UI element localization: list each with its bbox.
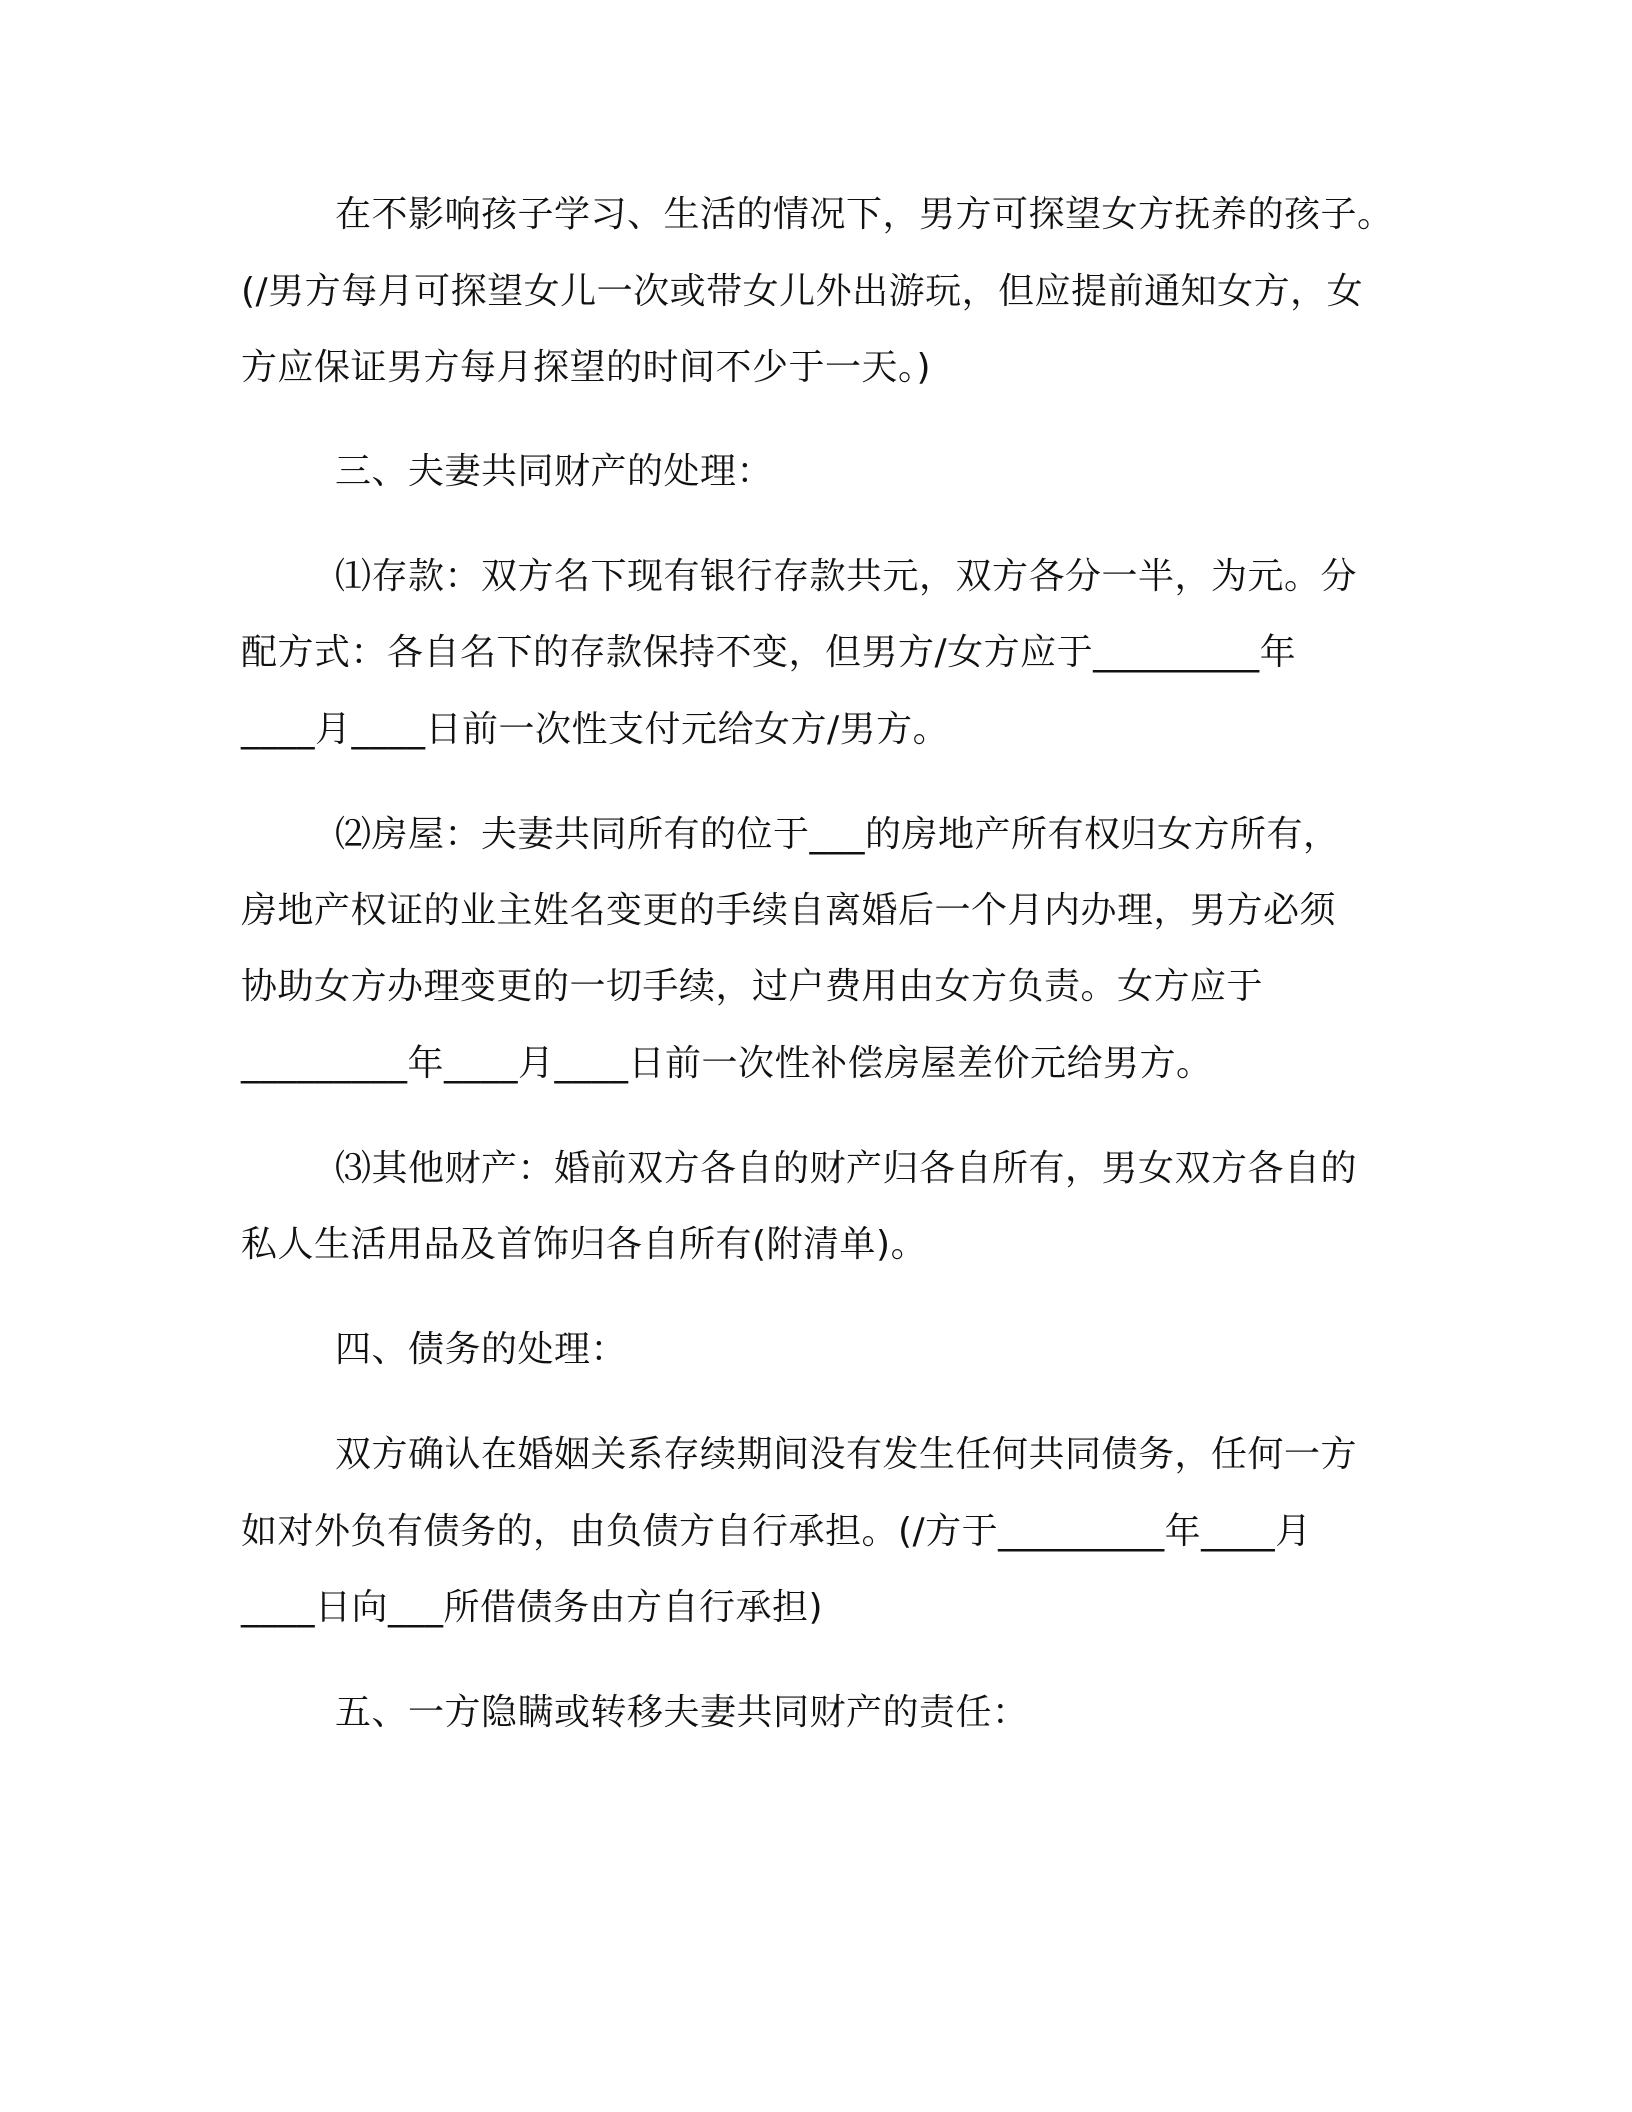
other-property-paragraph-line-1: ⑶其他财产：婚前双方各自的财产归各自所有，男女双方各自的 (335, 1148, 1358, 1189)
deposit-paragraph-line-1: ⑴存款：双方名下现有银行存款共元，双方各分一半，为元。分 (335, 556, 1358, 597)
deposit-paragraph-line-3: ____月____日前一次性支付元给女方/男方。 (241, 709, 950, 750)
house-paragraph-line-3: 协助女方办理变更的一切手续，过户费用由女方负责。女方应于 (241, 966, 1264, 1007)
house-paragraph-line-2: 房地产权证的业主姓名变更的手续自离婚后一个月内办理，男方必须 (241, 890, 1337, 931)
visitation-paragraph-line-1: 在不影响孩子学习、生活的情况下，男方可探望女方抚养的孩子。 (335, 194, 1394, 235)
debt-paragraph-line-3: ____日向___所借债务由方自行承担) (241, 1587, 824, 1628)
deposit-paragraph-line-2: 配方式：各自名下的存款保持不变，但男方/女方应于_________年 (241, 632, 1297, 673)
house-paragraph-line-4: _________年____月____日前一次性补偿房屋差价元给男方。 (241, 1043, 1213, 1084)
debt-paragraph-line-1: 双方确认在婚姻关系存续期间没有发生任何共同债务，任何一方 (335, 1434, 1358, 1475)
debt-paragraph-line-2: 如对外负有债务的，由负债方自行承担。(/方于_________年____月 (241, 1511, 1312, 1552)
section-heading-concealment: 五、一方隐瞒或转移夫妻共同财产的责任： (335, 1692, 1029, 1733)
house-paragraph-line-1: ⑵房屋：夫妻共同所有的位于___的房地产所有权归女方所有， (335, 814, 1340, 855)
visitation-paragraph-line-2: (/男方每月可探望女儿一次或带女儿外出游玩，但应提前通知女方，女 (241, 271, 1364, 312)
other-property-paragraph-line-2: 私人生活用品及首饰归各自所有(附清单)。 (241, 1224, 928, 1265)
visitation-paragraph-line-3: 方应保证男方每月探望的时间不少于一天。) (241, 347, 932, 388)
section-heading-debt: 四、债务的处理： (335, 1329, 628, 1370)
section-heading-property: 三、夫妻共同财产的处理： (335, 451, 774, 492)
